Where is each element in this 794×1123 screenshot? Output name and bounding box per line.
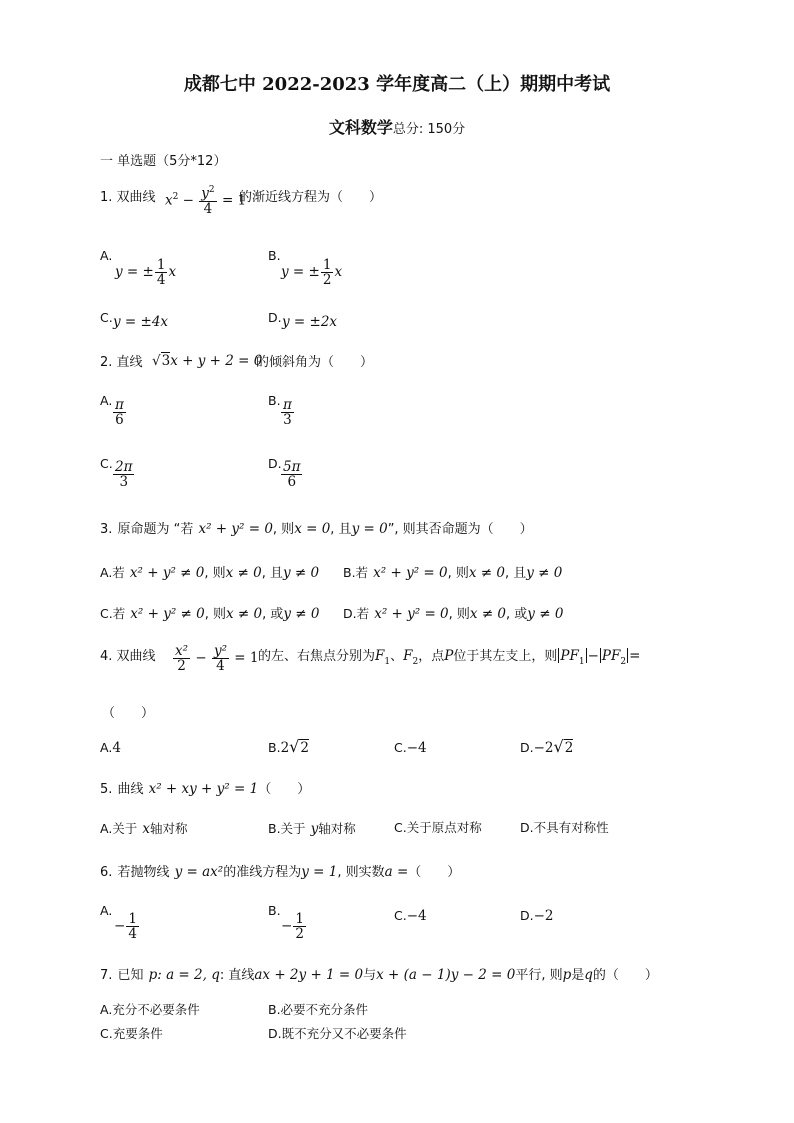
q7-option-c: C.充要条件: [100, 1026, 163, 1041]
q3-option-b: B.若 x² + y² = 0, 则x ≠ 0, 且y ≠ 0: [343, 565, 563, 581]
q1-option-a: y = ± $\frac{1}{4}$ x: [115, 257, 177, 289]
q7-option-d: D.既不充分又不必要条件: [268, 1026, 407, 1041]
q2-option-d: $\frac{5\pi}{6}$: [283, 459, 301, 491]
q6-option-b: − $\frac{1}{2}$: [281, 911, 304, 943]
q1-option-b: y = ± $\frac{1}{2}$ x: [281, 257, 343, 289]
question-5-stem: 5. 曲线 x² + xy + y² = 1（ ）: [100, 781, 311, 797]
subject-label: 文科数学: [328, 118, 393, 137]
q2-option-d-label: D.: [268, 456, 282, 471]
q7-option-a: A.充分不必要条件: [100, 1002, 200, 1017]
q1-option-d: y = ±2x: [282, 314, 338, 330]
q3-option-c: C.若 x² + y² ≠ 0, 则x ≠ 0, 或y ≠ 0: [100, 606, 320, 622]
question-4-equation: $\frac{\text{x²}}{2}$ − $\frac{\text{y²}}{4}$ = 1: [175, 643, 259, 675]
question-1-equation: $x^2$ − $\frac{y^2}{4}$ = 1: [165, 185, 247, 217]
q2-option-a: $\frac{\pi}{6}$: [115, 397, 124, 429]
q2-option-c-label: C.: [100, 456, 113, 471]
q7-option-b: B.必要不充分条件: [268, 1002, 369, 1017]
q5-option-b: B.关于 y轴对称: [268, 821, 356, 837]
page-title: 成都七中 2022-2023 学年度高二（上）期期中考试: [183, 74, 611, 95]
q1-option-a-label: A.: [100, 248, 113, 263]
question-2-stem: 2. 直线: [100, 355, 143, 370]
q3-option-a: A.若 x² + y² ≠ 0, 则x ≠ 0, 且y ≠ 0: [100, 565, 320, 581]
q5-option-d: D.不具有对称性: [520, 820, 609, 835]
question-4-stem: 4. 双曲线: [100, 649, 156, 664]
q4-option-a: A.4: [100, 740, 121, 756]
q2-option-a-label: A.: [100, 393, 113, 408]
subtitle: [0, 115, 794, 138]
q6-option-a-label: A.: [100, 903, 113, 918]
question-2-equation: √3x + y + 2 = 0: [152, 353, 263, 369]
q4-option-c: C.−4: [394, 740, 427, 756]
question-1-tail: 的渐近线方程为（ ）: [239, 190, 383, 205]
q1-option-b-label: B.: [268, 248, 281, 263]
q1-option-c-label: C.: [100, 310, 113, 325]
q1-option-c: y = ±4x: [113, 314, 169, 330]
q6-option-c: C.−4: [394, 908, 427, 924]
section-heading: 一 单选题（5分*12）: [100, 154, 227, 169]
q5-option-a: A.关于 x轴对称: [100, 821, 188, 837]
question-6-stem: 6. 若抛物线 y = ax²的准线方程为y = 1, 则实数a =（ ）: [100, 864, 461, 880]
question-4-paren: （ ）: [102, 706, 155, 721]
q4-option-d: D.−2√2: [520, 737, 574, 756]
q6-option-a: − $\frac{1}{4}$: [114, 911, 137, 943]
q4-option-b: B.2√2: [268, 737, 309, 756]
question-1-stem: 1. 双曲线: [100, 190, 156, 205]
question-2-tail: 的倾斜角为（ ）: [256, 355, 374, 370]
q1-option-d-label: D.: [268, 310, 282, 325]
q6-option-d: D.−2: [520, 908, 554, 924]
total-score: 总分: 150分: [392, 122, 466, 137]
question-4-tail: 的左、右焦点分别为$F_1$、$F_2$，点P位于其左支上，则 $PF_1 - PF_2$ =: [258, 648, 641, 668]
question-3-stem: 3. 原命题为 “若 x² + y² = 0, 则x = 0, 且y = 0”, 则其否命题为（ ）: [100, 521, 533, 537]
q6-option-b-label: B.: [268, 903, 281, 918]
q2-option-b-label: B.: [268, 393, 281, 408]
q5-option-c: C.关于原点对称: [394, 820, 482, 835]
q3-option-d: D.若 x² + y² = 0, 则x ≠ 0, 或y ≠ 0: [343, 606, 564, 622]
q2-option-b: $\frac{\pi}{3}$: [283, 397, 292, 429]
question-7-stem: 7. 已知 p: a = 2, q: 直线ax + 2y + 1 = 0与x + (a − 1)y − 2 = 0平行, 则p是q的（ ）: [100, 967, 658, 983]
q2-option-c: $\frac{2\pi}{3}$: [115, 459, 133, 491]
